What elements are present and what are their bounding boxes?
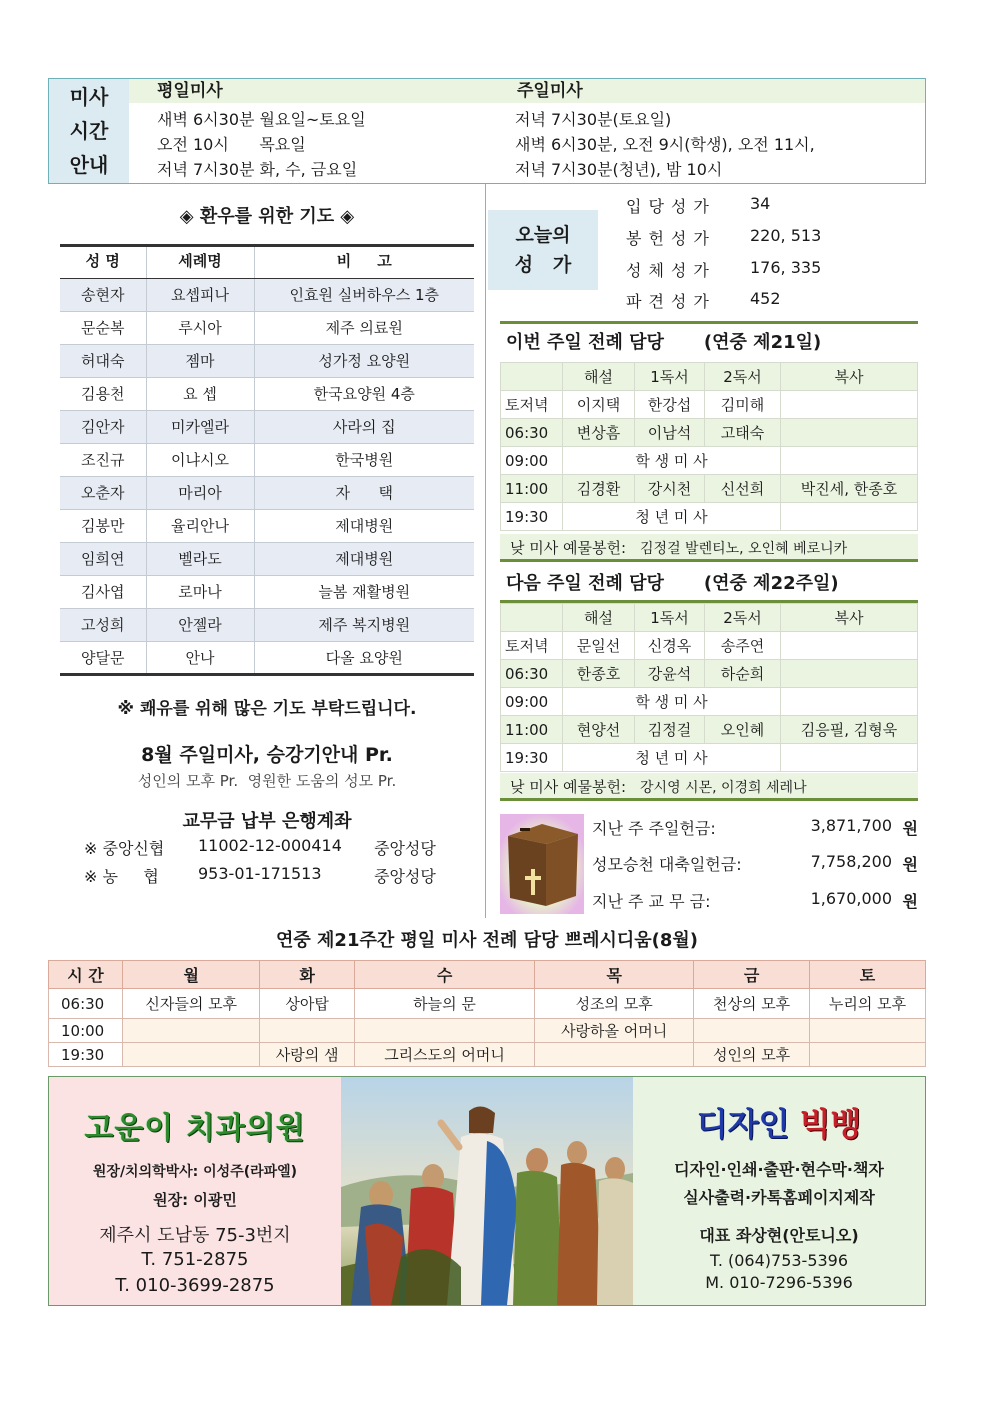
reader-1: 한강섭 xyxy=(635,391,705,419)
bank-holder: 중앙성당 xyxy=(374,867,436,886)
patient-name: 김봉만 xyxy=(60,509,146,542)
patient-note: 늘봄 재활병원 xyxy=(254,575,474,608)
altar-server: 박진세, 한종호 xyxy=(781,475,918,503)
offering-value: 강시영 시몬, 이경희 세레나 xyxy=(640,780,807,796)
baptismal-name: 요 셉 xyxy=(146,377,254,410)
mass-line: 저녁 7시30분(토요일) xyxy=(515,110,672,129)
offering-row xyxy=(592,889,918,912)
offering-amount: 1,670,000 xyxy=(810,889,892,908)
reader-1: 강시천 xyxy=(635,475,705,503)
table-header xyxy=(60,244,474,278)
hymn-row xyxy=(626,258,821,281)
offering-unit: 원 xyxy=(902,892,918,911)
column-header: 금 xyxy=(694,961,810,989)
patient-note: 사라의 집 xyxy=(254,410,474,443)
table-row xyxy=(501,475,918,503)
column-header: 2독서 xyxy=(705,604,781,632)
baptismal-name: 안젤라 xyxy=(146,608,254,641)
column-header xyxy=(501,604,563,632)
reader-1: 이남석 xyxy=(635,419,705,447)
offering-label: 낮 미사 예물봉헌: xyxy=(510,539,627,557)
jesus-with-disciples-illustration xyxy=(341,1077,633,1305)
table-row xyxy=(501,744,918,772)
mass-time: 19:30 xyxy=(501,744,563,772)
praesidium-name xyxy=(810,1043,926,1067)
mass-line: 오전 10시 목요일 xyxy=(157,135,306,154)
clinic-director: 원장: 이광민 xyxy=(153,1191,237,1209)
reader-2: 송주연 xyxy=(705,632,781,660)
hymn-kind: 입당성가 xyxy=(626,197,716,216)
praesidium-name xyxy=(535,1043,694,1067)
patient-note: 자 택 xyxy=(254,476,474,509)
prayer-title: ◈ 환우를 위한 기도 ◈ xyxy=(179,206,355,227)
table-row xyxy=(60,509,474,542)
patient-note: 제주 의료원 xyxy=(254,311,474,344)
clinic-director: 원장/치의학박사: 이성주(라파엘) xyxy=(92,1164,298,1180)
offering-kind: 성모승천 대축일헌금: xyxy=(592,855,742,874)
commentator: 한종호 xyxy=(563,660,635,688)
altar-server: 김응필, 김형욱 xyxy=(781,716,918,744)
altar-server xyxy=(781,391,918,419)
mass-time: 06:30 xyxy=(49,989,123,1019)
mass-time: 09:00 xyxy=(501,688,563,716)
column-header: 월 xyxy=(123,961,260,989)
column-header: 1독서 xyxy=(635,363,705,391)
hymn-row xyxy=(626,226,821,249)
baptismal-name: 안나 xyxy=(146,641,254,674)
offering-label: 낮 미사 예물봉헌: xyxy=(510,778,627,796)
table-row xyxy=(60,641,474,674)
patient-name: 오춘자 xyxy=(60,476,146,509)
merged-mass: 학 생 미 사 xyxy=(563,688,781,716)
reader-2: 고태숙 xyxy=(705,419,781,447)
mass-time: 10:00 xyxy=(49,1019,123,1043)
bank-row xyxy=(84,864,474,887)
label-line: 안내 xyxy=(69,153,109,177)
reader-2: 신선희 xyxy=(705,475,781,503)
mass-line: 저녁 7시30분(청년), 밤 10시 xyxy=(515,160,723,179)
sunday-mass-lines xyxy=(515,107,815,182)
design-ceo: 대표 좌상현(안토니오) xyxy=(699,1226,859,1245)
mass-times-label xyxy=(49,79,129,183)
weekday-mass-title: 평일미사 xyxy=(129,79,513,103)
reader-1: 신경옥 xyxy=(635,632,705,660)
offering-box-icon xyxy=(500,814,584,914)
commentator: 이지택 xyxy=(563,391,635,419)
clinic-address: 제주시 도남동 75-3번지 xyxy=(99,1225,291,1246)
mass-time: 09:00 xyxy=(501,447,563,475)
patient-name: 양달문 xyxy=(60,641,146,674)
baptismal-name: 벨라도 xyxy=(146,542,254,575)
patient-note: 인효원 실버하우스 1층 xyxy=(254,278,474,311)
ads-box xyxy=(48,1076,926,1306)
clinic-phone: T. 751-2875 xyxy=(141,1249,249,1270)
clinic-ad xyxy=(49,1077,341,1305)
mass-time: 19:30 xyxy=(501,503,563,531)
this-week-title xyxy=(500,321,918,359)
col-name: 성 명 xyxy=(60,244,146,278)
table-row xyxy=(60,575,474,608)
table-row xyxy=(60,542,474,575)
reader-2: 하순희 xyxy=(705,660,781,688)
commentator: 김경환 xyxy=(563,475,635,503)
hymn-kind: 파견성가 xyxy=(626,292,716,311)
hymn-kind: 봉헌성가 xyxy=(626,229,716,248)
next-week-title xyxy=(500,565,918,603)
table-row xyxy=(49,989,926,1019)
patient-name: 임희연 xyxy=(60,542,146,575)
next-week-offering xyxy=(500,773,918,801)
this-week-offering xyxy=(500,534,918,562)
table-row xyxy=(60,608,474,641)
column-header: 화 xyxy=(260,961,354,989)
table-row xyxy=(60,443,474,476)
patient-note: 제주 복지병원 xyxy=(254,608,474,641)
mass-time: 토저녁 xyxy=(501,391,563,419)
offering-amount: 3,871,700 xyxy=(810,816,892,835)
title-sub: (연중 제21일) xyxy=(703,332,822,353)
hymn-kind: 성체성가 xyxy=(626,261,716,280)
baptismal-name: 젬마 xyxy=(146,344,254,377)
column-header: 토 xyxy=(810,961,926,989)
column-divider xyxy=(485,184,486,918)
reader-2: 오인혜 xyxy=(705,716,781,744)
praesidium-name: 성인의 모후 xyxy=(694,1043,810,1067)
column-header: 복사 xyxy=(781,604,918,632)
weekday-mass-lines xyxy=(157,107,366,182)
weekday-schedule-table xyxy=(48,960,926,1067)
column-header: 해설 xyxy=(563,604,635,632)
clinic-phone: T. 010-3699-2875 xyxy=(115,1275,275,1296)
sunday-mass-title: 주일미사 xyxy=(513,79,925,103)
offering-row xyxy=(592,852,918,875)
praesidium-name xyxy=(354,1019,534,1043)
altar-server xyxy=(781,447,918,475)
clinic-name: 고운이 치과의원 xyxy=(84,1111,306,1146)
baptismal-name: 미카엘라 xyxy=(146,410,254,443)
merged-mass: 청 년 미 사 xyxy=(563,503,781,531)
august-notice-subtitle: 성인의 모후 Pr. 영원한 도움의 성모 Pr. xyxy=(137,772,397,790)
praesidium-name xyxy=(123,1019,260,1043)
table-bottom-rule xyxy=(60,673,474,676)
mass-time: 06:30 xyxy=(501,419,563,447)
offering-kind: 지난 주 주일헌금: xyxy=(592,819,716,838)
table-header xyxy=(501,363,918,391)
mass-time: 11:00 xyxy=(501,475,563,503)
bank-holder: 중앙성당 xyxy=(374,839,436,858)
bank-name: ※ 중앙신협 xyxy=(84,839,165,858)
hymn-number: 452 xyxy=(750,289,781,308)
bank-account: 11002-12-000414 xyxy=(198,836,342,855)
patient-name: 허대숙 xyxy=(60,344,146,377)
patient-note: 성가정 요양원 xyxy=(254,344,474,377)
table-header xyxy=(49,961,926,989)
column-header: 목 xyxy=(535,961,694,989)
design-ad xyxy=(633,1077,925,1305)
column-header: 수 xyxy=(354,961,534,989)
label-line: 오늘의 xyxy=(515,224,571,246)
mass-time: 19:30 xyxy=(49,1043,123,1067)
design-services: 디자인·인쇄·출판·현수막·책자 xyxy=(674,1160,884,1179)
patient-name: 조진규 xyxy=(60,443,146,476)
bank-name: ※ 농 협 xyxy=(84,867,159,886)
patient-name: 김용천 xyxy=(60,377,146,410)
column-header: 해설 xyxy=(563,363,635,391)
patient-note: 한국병원 xyxy=(254,443,474,476)
column-header: 2독서 xyxy=(705,363,781,391)
title-text: 이번 주일 전례 담당 xyxy=(506,332,664,353)
mass-time: 11:00 xyxy=(501,716,563,744)
this-week-table xyxy=(500,362,918,531)
table-row xyxy=(501,447,918,475)
table-row xyxy=(49,1019,926,1043)
table-header xyxy=(501,604,918,632)
reader-2: 김미해 xyxy=(705,391,781,419)
offering-row xyxy=(592,816,918,839)
offering-unit: 원 xyxy=(902,855,918,874)
design-phone: T. (064)753-5396 xyxy=(709,1251,849,1270)
column-header xyxy=(501,363,563,391)
label-line: 성 가 xyxy=(514,254,572,276)
design-name-1: 디자인 xyxy=(696,1105,790,1143)
baptismal-name: 요셉피나 xyxy=(146,278,254,311)
design-name xyxy=(633,1099,925,1145)
august-notice-title: 8월 주일미사, 승강기안내 Pr. xyxy=(141,744,393,766)
altar-server xyxy=(781,688,918,716)
patient-note: 한국요양원 4층 xyxy=(254,377,474,410)
mass-times-box xyxy=(48,78,926,184)
table-row xyxy=(501,632,918,660)
table-row xyxy=(60,311,474,344)
reader-1: 강윤석 xyxy=(635,660,705,688)
baptismal-name: 이냐시오 xyxy=(146,443,254,476)
design-services: 실사출력·카톡홈페이지제작 xyxy=(683,1188,875,1207)
praesidium-name: 사랑의 샘 xyxy=(260,1043,354,1067)
table-row xyxy=(60,410,474,443)
col-baptismal: 세례명 xyxy=(146,244,254,278)
table-row xyxy=(501,503,918,531)
design-name-2: 빅뱅 xyxy=(799,1105,862,1143)
table-row xyxy=(60,377,474,410)
praesidium-name xyxy=(810,1019,926,1043)
col-note: 비 고 xyxy=(254,244,474,278)
table-row xyxy=(501,688,918,716)
offering-amount: 7,758,200 xyxy=(810,852,892,871)
hymn-row xyxy=(626,289,781,312)
bank-account: 953-01-171513 xyxy=(198,864,322,883)
praesidium-name xyxy=(694,1019,810,1043)
hymn-row xyxy=(626,194,770,217)
patient-note: 제대병원 xyxy=(254,542,474,575)
patient-name: 김안자 xyxy=(60,410,146,443)
altar-server xyxy=(781,660,918,688)
bank-title: 교무금 납부 은행계좌 xyxy=(182,811,352,832)
patient-name: 김사엽 xyxy=(60,575,146,608)
title-sub: (연중 제22주일) xyxy=(703,573,839,594)
commentator: 현양선 xyxy=(563,716,635,744)
praesidium-name: 천상의 모후 xyxy=(694,989,810,1019)
table-top-rule xyxy=(60,244,474,247)
patient-note: 다올 요양원 xyxy=(254,641,474,674)
offering-unit: 원 xyxy=(902,819,918,838)
merged-mass: 학 생 미 사 xyxy=(563,447,781,475)
column-header: 복사 xyxy=(781,363,918,391)
table-row xyxy=(501,660,918,688)
commentator: 변상흠 xyxy=(563,419,635,447)
mass-time: 토저녁 xyxy=(501,632,563,660)
table-row xyxy=(501,716,918,744)
altar-server xyxy=(781,419,918,447)
mass-line: 새벽 6시30분 월요일~토요일 xyxy=(157,110,366,129)
table-row xyxy=(501,391,918,419)
altar-server xyxy=(781,503,918,531)
altar-server xyxy=(781,632,918,660)
hymn-number: 176, 335 xyxy=(750,258,822,277)
sick-list-table xyxy=(60,244,474,675)
praesidium-name: 하늘의 문 xyxy=(354,989,534,1019)
praesidium-name xyxy=(260,1019,354,1043)
patient-name: 문순복 xyxy=(60,311,146,344)
next-week-table xyxy=(500,603,918,772)
offering-value: 김정걸 발렌티노, 오인혜 베로니카 xyxy=(640,541,848,557)
column-header: 시 간 xyxy=(49,961,123,989)
weekday-schedule-title: 연중 제21주간 평일 미사 전례 담당 쁘레시디움(8월) xyxy=(276,930,698,951)
baptismal-name: 루시아 xyxy=(146,311,254,344)
label-line: 미사 xyxy=(69,85,109,109)
table-row xyxy=(49,1043,926,1067)
reader-1: 김정걸 xyxy=(635,716,705,744)
mass-line: 저녁 7시30분 화, 수, 금요일 xyxy=(157,160,358,179)
table-row xyxy=(60,344,474,377)
hymn-number: 220, 513 xyxy=(750,226,822,245)
patient-note: 제대병원 xyxy=(254,509,474,542)
praesidium-name xyxy=(123,1043,260,1067)
baptismal-name: 율리안나 xyxy=(146,509,254,542)
prayer-request: ※ 쾌유를 위해 많은 기도 부탁드립니다. xyxy=(117,699,417,719)
patient-name: 송현자 xyxy=(60,278,146,311)
hymn-number: 34 xyxy=(750,194,771,213)
praesidium-name: 사랑하올 어머니 xyxy=(535,1019,694,1043)
bank-row xyxy=(84,836,474,859)
design-phone: M. 010-7296-5396 xyxy=(705,1273,853,1292)
commentator: 문일선 xyxy=(563,632,635,660)
merged-mass: 청 년 미 사 xyxy=(563,744,781,772)
offering-kind: 지난 주 교 무 금: xyxy=(592,892,711,911)
hymns-label xyxy=(488,210,598,290)
mass-time: 06:30 xyxy=(501,660,563,688)
title-text: 다음 주일 전례 담당 xyxy=(506,573,664,594)
altar-server xyxy=(781,744,918,772)
table-row xyxy=(501,419,918,447)
praesidium-name: 상아탑 xyxy=(260,989,354,1019)
table-row xyxy=(60,278,474,311)
baptismal-name: 마리아 xyxy=(146,476,254,509)
label-line: 시간 xyxy=(69,119,109,143)
column-header: 1독서 xyxy=(635,604,705,632)
table-row xyxy=(60,476,474,509)
praesidium-name: 신자들의 모후 xyxy=(123,989,260,1019)
patient-name: 고성희 xyxy=(60,608,146,641)
praesidium-name: 누리의 모후 xyxy=(810,989,926,1019)
baptismal-name: 로마나 xyxy=(146,575,254,608)
praesidium-name: 그리스도의 어머니 xyxy=(354,1043,534,1067)
praesidium-name: 성조의 모후 xyxy=(535,989,694,1019)
mass-line: 새벽 6시30분, 오전 9시(학생), 오전 11시, xyxy=(515,135,815,154)
